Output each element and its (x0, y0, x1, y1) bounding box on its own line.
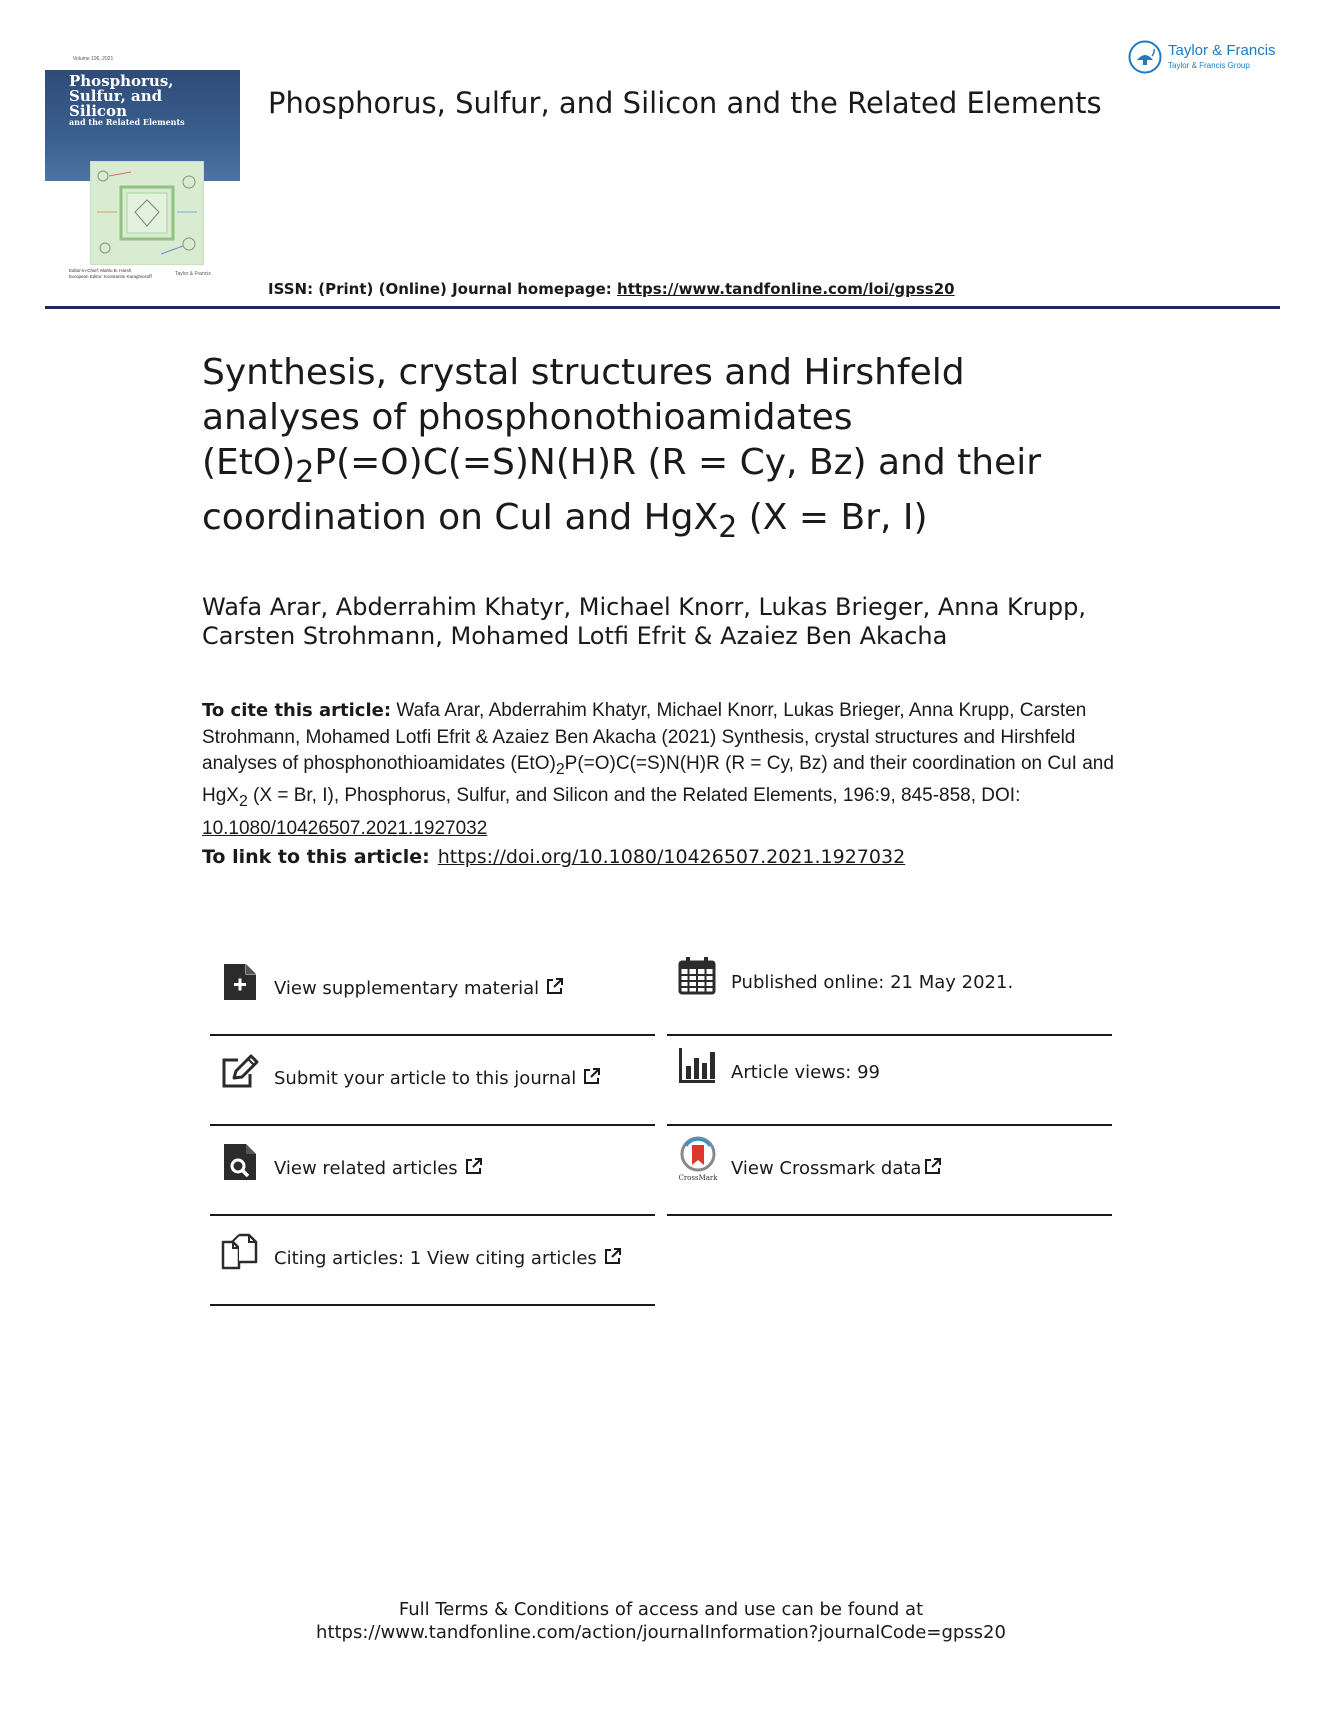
cover-editor-line: European Editor: Konstantin Karaghiosoff (69, 273, 152, 279)
external-link-icon (582, 1066, 602, 1086)
article-doi-url[interactable]: https://doi.org/10.1080/10426507.2021.1927032 (437, 846, 906, 868)
submit-article-item[interactable] (210, 1036, 655, 1126)
citing-text: Citing articles: 1 View citing articles (274, 1248, 597, 1269)
terms-footer (0, 1598, 1322, 1644)
related-text: View related articles (274, 1158, 458, 1179)
title-subscript: 2 (295, 455, 315, 491)
external-link-icon (464, 1156, 484, 1176)
edit-icon (220, 1052, 260, 1092)
doi-link[interactable]: 10.1080/10426507.2021.1927032 (202, 817, 488, 839)
cover-editors (69, 268, 152, 279)
file-plus-icon (220, 962, 260, 1002)
crossmark-icon (677, 1136, 719, 1182)
published-online-item (667, 946, 1112, 1036)
citation-text: Wafa Arar, Abderrahim Khatyr, Michael Knorr, Lukas Brieger, Anna Krupp, Carsten Strohmann, Mohamed Lotfi Efrit & Azaiez Ben Akacha (2021) Synthesis, crystal structures and Hirshfeld analyses of phosphonothioamidates (EtO) (202, 700, 1087, 774)
submit-label (274, 1066, 602, 1089)
crossmark-text: View Crossmark data (731, 1158, 922, 1179)
views-label: Article views: 99 (731, 1062, 880, 1083)
cover-top-strip (45, 53, 240, 65)
cover-volume: Volume 196, 2021 (73, 56, 114, 62)
article-views-item (667, 1036, 1112, 1126)
issn-label: ISSN: (Print) (Online) Journal homepage: (268, 280, 618, 298)
header-divider (45, 306, 1280, 309)
cover-editor-line: Editor-in-Chief: Mahlu B. Harsh (69, 268, 132, 273)
title-line: Synthesis, crystal structures and Hirshfeld (202, 352, 965, 393)
title-text: P(=O)C(=S)N(H)R (R = Cy, Bz) and their (314, 442, 1042, 483)
cover-artwork (90, 161, 204, 265)
cover-title-line: Phosphorus, (69, 72, 174, 90)
citation-label: To cite this article: (202, 700, 392, 721)
citation-text: P(=O)C(=S)N(H)R (R = Cy, Bz) and their coordination on CuI and HgX (202, 753, 1114, 807)
bar-chart-icon (677, 1046, 717, 1086)
published-label: Published online: 21 May 2021. (731, 972, 1014, 993)
external-link-icon (545, 976, 565, 996)
cover-title-line: Silicon (69, 102, 127, 120)
title-text: (EtO) (202, 442, 296, 483)
copy-documents-icon (220, 1232, 260, 1272)
citation-block (202, 698, 1142, 842)
related-articles-item[interactable] (210, 1126, 655, 1216)
citing-articles-item[interactable] (210, 1216, 655, 1306)
crossmark-item[interactable] (667, 1126, 1112, 1216)
crossmark-label (731, 1156, 943, 1179)
supplementary-material-item[interactable] (210, 946, 655, 1036)
title-line: analyses of phosphonothioamidates (202, 397, 853, 438)
publisher-group: Taylor & Francis Group (1168, 61, 1250, 70)
footer-line: Full Terms & Conditions of access and use can be found at (398, 1599, 924, 1620)
publisher-name: Taylor & Francis (1168, 42, 1276, 59)
authors-line: Carsten Strohmann, Mohamed Lotfi Efrit & Azaiez Ben Akacha (202, 622, 948, 650)
title-subscript: 2 (718, 510, 738, 546)
article-link-line (202, 846, 905, 868)
supplementary-text: View supplementary material (274, 978, 540, 999)
publisher-logo[interactable] (1128, 40, 1288, 76)
cover-molecule-art (91, 162, 203, 264)
author-list (202, 593, 1142, 651)
cover-publisher-mark: Taylor & Francis (175, 271, 211, 277)
lamp-logo-icon (1128, 40, 1162, 74)
citing-label (274, 1246, 623, 1269)
footer-url[interactable]: https://www.tandfonline.com/action/journalInformation?journalCode=gpss20 (316, 1622, 1006, 1643)
related-label (274, 1156, 484, 1179)
calendar-icon (677, 956, 717, 996)
file-search-icon (220, 1142, 260, 1182)
cover-title-line: Sulfur, and (69, 87, 163, 105)
citation-subscript: 2 (555, 760, 565, 778)
submit-text: Submit your article to this journal (274, 1068, 577, 1089)
supplementary-label (274, 976, 565, 999)
journal-name: Phosphorus, Sulfur, and Silicon and the Related Elements (268, 86, 1102, 120)
external-link-icon (603, 1246, 623, 1266)
journal-cover-image (45, 53, 240, 286)
link-label: To link to this article: (202, 846, 430, 868)
external-link-icon (923, 1156, 943, 1176)
crossmark-icon-text: CrossMark (678, 1174, 718, 1182)
journal-homepage-link[interactable]: https://www.tandfonline.com/loi/gpss20 (617, 280, 955, 298)
cover-title (69, 74, 174, 119)
citation-text: (X = Br, I), Phosphorus, Sulfur, and Silicon and the Related Elements, 196:9, 845-858, DOI: (247, 785, 1021, 807)
citation-subscript: 2 (238, 793, 248, 811)
issn-line (268, 280, 955, 298)
title-text: (X = Br, I) (737, 497, 928, 539)
cover-subtitle: and the Related Elements (69, 117, 185, 127)
title-text: coordination on CuI and HgX (202, 497, 719, 539)
authors-line: Wafa Arar, Abderrahim Khatyr, Michael Knorr, Lukas Brieger, Anna Krupp, (202, 593, 1086, 621)
article-title (202, 350, 1142, 550)
